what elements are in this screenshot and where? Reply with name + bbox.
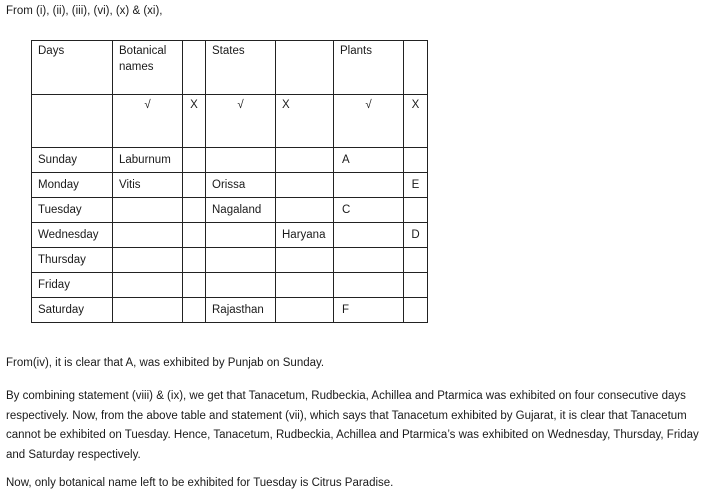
cross-mark: X xyxy=(183,95,206,148)
header-states-no-cell xyxy=(276,41,334,95)
plant-no-cell xyxy=(404,298,428,323)
tick-mark: √ xyxy=(334,95,404,148)
plant-yes-cell xyxy=(334,223,404,248)
botanical-yes-cell: Laburnum xyxy=(113,148,183,173)
state-yes-cell xyxy=(206,223,276,248)
table-row xyxy=(32,223,428,248)
botanical-no-cell xyxy=(183,298,206,323)
plant-no-cell xyxy=(404,273,428,298)
state-no-cell xyxy=(276,273,334,298)
plant-no-cell xyxy=(404,248,428,273)
plant-yes-cell xyxy=(334,248,404,273)
botanical-yes-cell: Vitis xyxy=(113,173,183,198)
state-no-cell xyxy=(276,173,334,198)
paragraph-1: From(iv), it is clear that A, was exhibited by Punjab on Sunday. xyxy=(6,357,325,369)
header-plants: Plants xyxy=(334,41,404,95)
cross-mark: X xyxy=(276,95,334,148)
header-plants-no-cell xyxy=(404,41,428,95)
table-row xyxy=(32,173,428,198)
state-yes-cell xyxy=(206,148,276,173)
day-cell: Sunday xyxy=(32,148,113,173)
table-row xyxy=(32,248,428,273)
solution-table xyxy=(31,40,428,323)
state-yes-cell xyxy=(206,248,276,273)
mark-row xyxy=(32,95,428,148)
day-cell: Wednesday xyxy=(32,223,113,248)
header-row xyxy=(32,41,428,95)
heading: From (i), (ii), (iii), (vi), (x) & (xi), xyxy=(6,5,163,17)
table-row xyxy=(32,298,428,323)
header-botanical-no-cell xyxy=(183,41,206,95)
botanical-no-cell xyxy=(183,248,206,273)
table-row xyxy=(32,273,428,298)
state-yes-cell xyxy=(206,273,276,298)
paragraph-3: Now, only botanical name left to be exhibited for Tuesday is Citrus Paradise. xyxy=(6,477,394,489)
plant-yes-cell: C xyxy=(334,198,404,223)
botanical-no-cell xyxy=(183,148,206,173)
state-no-cell xyxy=(276,148,334,173)
botanical-yes-cell xyxy=(113,223,183,248)
plant-yes-cell: A xyxy=(334,148,404,173)
table-row xyxy=(32,148,428,173)
state-no-cell xyxy=(276,298,334,323)
plant-yes-cell: F xyxy=(334,298,404,323)
botanical-yes-cell xyxy=(113,298,183,323)
state-no-cell xyxy=(276,248,334,273)
botanical-yes-cell xyxy=(113,248,183,273)
botanical-no-cell xyxy=(183,273,206,298)
day-cell: Monday xyxy=(32,173,113,198)
plant-no-cell xyxy=(404,148,428,173)
header-botanical: Botanical names xyxy=(113,41,183,95)
day-cell: Friday xyxy=(32,273,113,298)
state-yes-cell: Orissa xyxy=(206,173,276,198)
header-states: States xyxy=(206,41,276,95)
mark-days-cell xyxy=(32,95,113,148)
day-cell: Saturday xyxy=(32,298,113,323)
cross-mark: X xyxy=(404,95,428,148)
state-yes-cell: Nagaland xyxy=(206,198,276,223)
plant-no-cell xyxy=(404,198,428,223)
state-no-cell xyxy=(276,198,334,223)
plant-no-cell: E xyxy=(404,173,428,198)
state-yes-cell: Rajasthan xyxy=(206,298,276,323)
botanical-no-cell xyxy=(183,198,206,223)
plant-no-cell: D xyxy=(404,223,428,248)
botanical-yes-cell xyxy=(113,273,183,298)
header-days: Days xyxy=(32,41,113,95)
tick-mark: √ xyxy=(113,95,183,148)
botanical-no-cell xyxy=(183,223,206,248)
day-cell: Tuesday xyxy=(32,198,113,223)
table-row xyxy=(32,198,428,223)
botanical-yes-cell xyxy=(113,198,183,223)
tick-mark: √ xyxy=(206,95,276,148)
plant-yes-cell xyxy=(334,173,404,198)
plant-yes-cell xyxy=(334,273,404,298)
botanical-no-cell xyxy=(183,173,206,198)
paragraph-2: By combining statement (viii) & (ix), we get that Tanacetum, Rudbeckia, Achillea and Ptarmica was exhibited on four consecutive days respectively. Now, from the above table and statement (vii), which says that Tanacetum exhibited by Gujarat, it is clear that Tanacetum cannot be exhibited on Tuesday. Hence, Tanacetum, Rudbeckia, Achillea and Ptarmica’s was exhibited on Wednesday, Thursday, Friday and Saturday respectively. xyxy=(6,390,699,461)
day-cell: Thursday xyxy=(32,248,113,273)
state-no-cell: Haryana xyxy=(276,223,334,248)
